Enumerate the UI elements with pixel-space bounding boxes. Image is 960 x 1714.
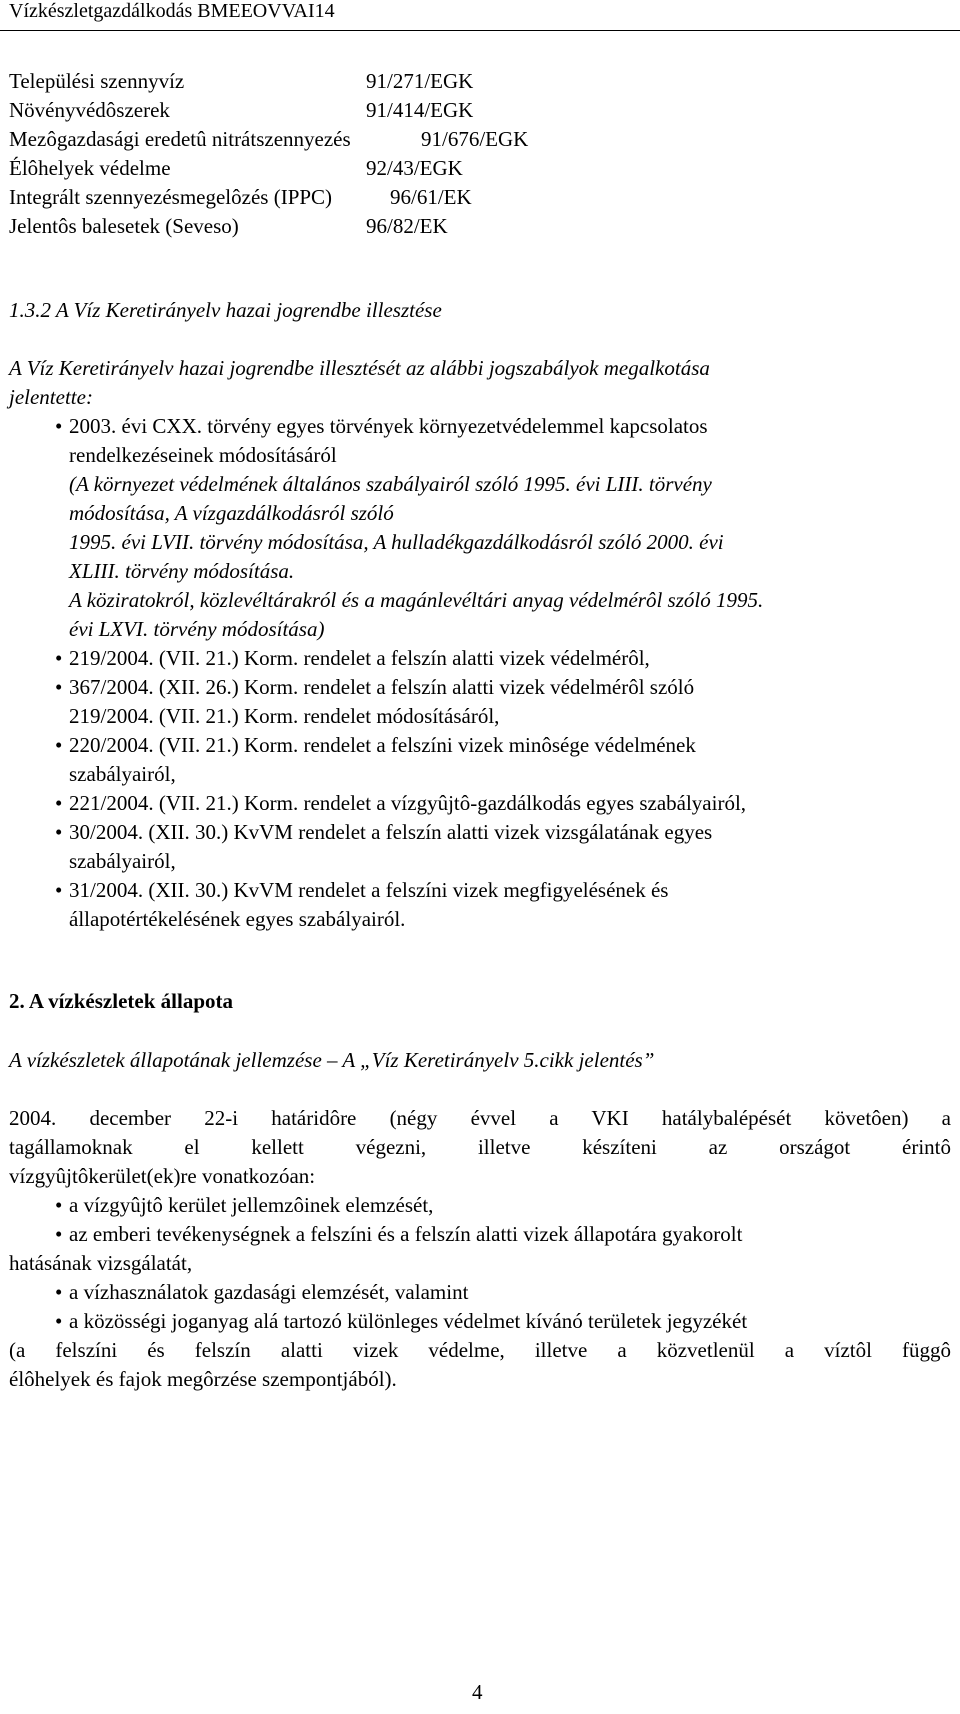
directive-name: Mezôgazdasági eredetû nitrátszennyezés	[9, 127, 351, 151]
page-number: 4	[472, 1680, 483, 1704]
paragraph-line: tagállamoknak el kellett végezni, illetve készíteni az országot érintô	[9, 1135, 951, 1159]
regulation-item: • 220/2004. (VII. 21.) Korm. rendelet a felszíni vizek minôsége védelmének	[69, 733, 696, 758]
page-header-title: Vízkészletgazdálkodás BMEEOVVAI14	[9, 0, 335, 22]
law-note: A köziratokról, közlevéltárakról és a magánlevéltári anyag védelmérôl szóló 1995.	[69, 588, 764, 612]
bullet-item: • az emberi tevékenységnek a felszíni és a felszín alatti vizek állapotára gyakorolt	[69, 1222, 742, 1247]
bullet-item: • a közösségi joganyag alá tartozó különleges védelmet kívánó területek jegyzékét	[69, 1309, 747, 1334]
paragraph-line: vízgyûjtôkerület(ek)re vonatkozóan:	[9, 1164, 316, 1188]
law-note: 1995. évi LVII. törvény módosítása, A hulladékgazdálkodásról szóló 2000. évi	[69, 530, 724, 554]
directive-code: 96/61/EK	[390, 185, 472, 209]
regulation-item: • 30/2004. (XII. 30.) KvVM rendelet a felszín alatti vizek vizsgálatának egyes	[69, 820, 712, 845]
law-note: (A környezet védelmének általános szabályairól szóló 1995. évi LIII. törvény	[69, 472, 712, 496]
regulation-item: • 221/2004. (VII. 21.) Korm. rendelet a vízgyûjtô-gazdálkodás egyes szabályairól,	[69, 791, 746, 816]
directive-code: 96/82/EK	[366, 214, 448, 238]
law-note: évi LXVI. törvény módosítása)	[69, 617, 325, 641]
directive-name: Növényvédôszerek	[9, 98, 170, 122]
directive-code: 91/271/EGK	[366, 69, 474, 93]
regulation-item-continuation: állapotértékelésének egyes szabályairól.	[69, 907, 406, 931]
bullet-item-continuation: élôhelyek és fajok megôrzése szempontjából).	[9, 1367, 397, 1391]
intro-text: A Víz Keretirányelv hazai jogrendbe illesztését az alábbi jogszabályok megalkotása	[9, 356, 710, 380]
subsection-heading: A vízkészletek állapotának jellemzése – A „Víz Keretirányelv 5.cikk jelentés”	[9, 1048, 655, 1072]
law-item-continuation: rendelkezéseinek módosításáról	[69, 443, 337, 467]
intro-text: jelentette:	[9, 385, 93, 409]
regulation-item: • 31/2004. (XII. 30.) KvVM rendelet a felszíni vizek megfigyelésének és	[69, 878, 668, 903]
bullet-item-continuation: (a felszíni és felszín alatti vizek védelme, illetve a közvetlenül a víztôl függô	[9, 1338, 951, 1362]
regulation-item: • 367/2004. (XII. 26.) Korm. rendelet a felszín alatti vizek védelmérôl szóló	[69, 675, 694, 700]
law-note: módosítása, A vízgazdálkodásról szóló	[69, 501, 394, 525]
paragraph-line: 2004. december 22-i határidôre (négy évvel a VKI hatálybalépését követôen) a	[9, 1106, 951, 1130]
bullet-item-continuation: hatásának vizsgálatát,	[9, 1251, 193, 1275]
directive-code: 91/414/EGK	[366, 98, 474, 122]
directive-name: Élôhelyek védelme	[9, 156, 171, 180]
directive-code: 92/43/EGK	[366, 156, 463, 180]
law-note: XLIII. törvény módosítása.	[69, 559, 295, 583]
regulation-item-continuation: 219/2004. (VII. 21.) Korm. rendelet módosításáról,	[69, 704, 500, 728]
law-item: • 2003. évi CXX. törvény egyes törvények környezetvédelemmel kapcsolatos	[69, 414, 708, 439]
directive-name: Jelentôs balesetek (Seveso)	[9, 214, 239, 238]
directive-code: 91/676/EGK	[421, 127, 529, 151]
directive-name: Integrált szennyezésmegelôzés (IPPC)	[9, 185, 333, 209]
bullet-item: • a vízhasználatok gazdasági elemzését, valamint	[69, 1280, 468, 1305]
header-divider	[0, 30, 960, 31]
regulation-item: • 219/2004. (VII. 21.) Korm. rendelet a felszín alatti vizek védelmérôl,	[69, 646, 650, 671]
regulation-item-continuation: szabályairól,	[69, 849, 176, 873]
chapter-heading: 2. A vízkészletek állapota	[9, 989, 233, 1013]
bullet-item: • a vízgyûjtô kerület jellemzôinek elemzését,	[69, 1193, 433, 1218]
directive-name: Települési szennyvíz	[9, 69, 185, 93]
regulation-item-continuation: szabályairól,	[69, 762, 176, 786]
section-heading: 1.3.2 A Víz Keretirányelv hazai jogrendbe illesztése	[9, 298, 442, 322]
